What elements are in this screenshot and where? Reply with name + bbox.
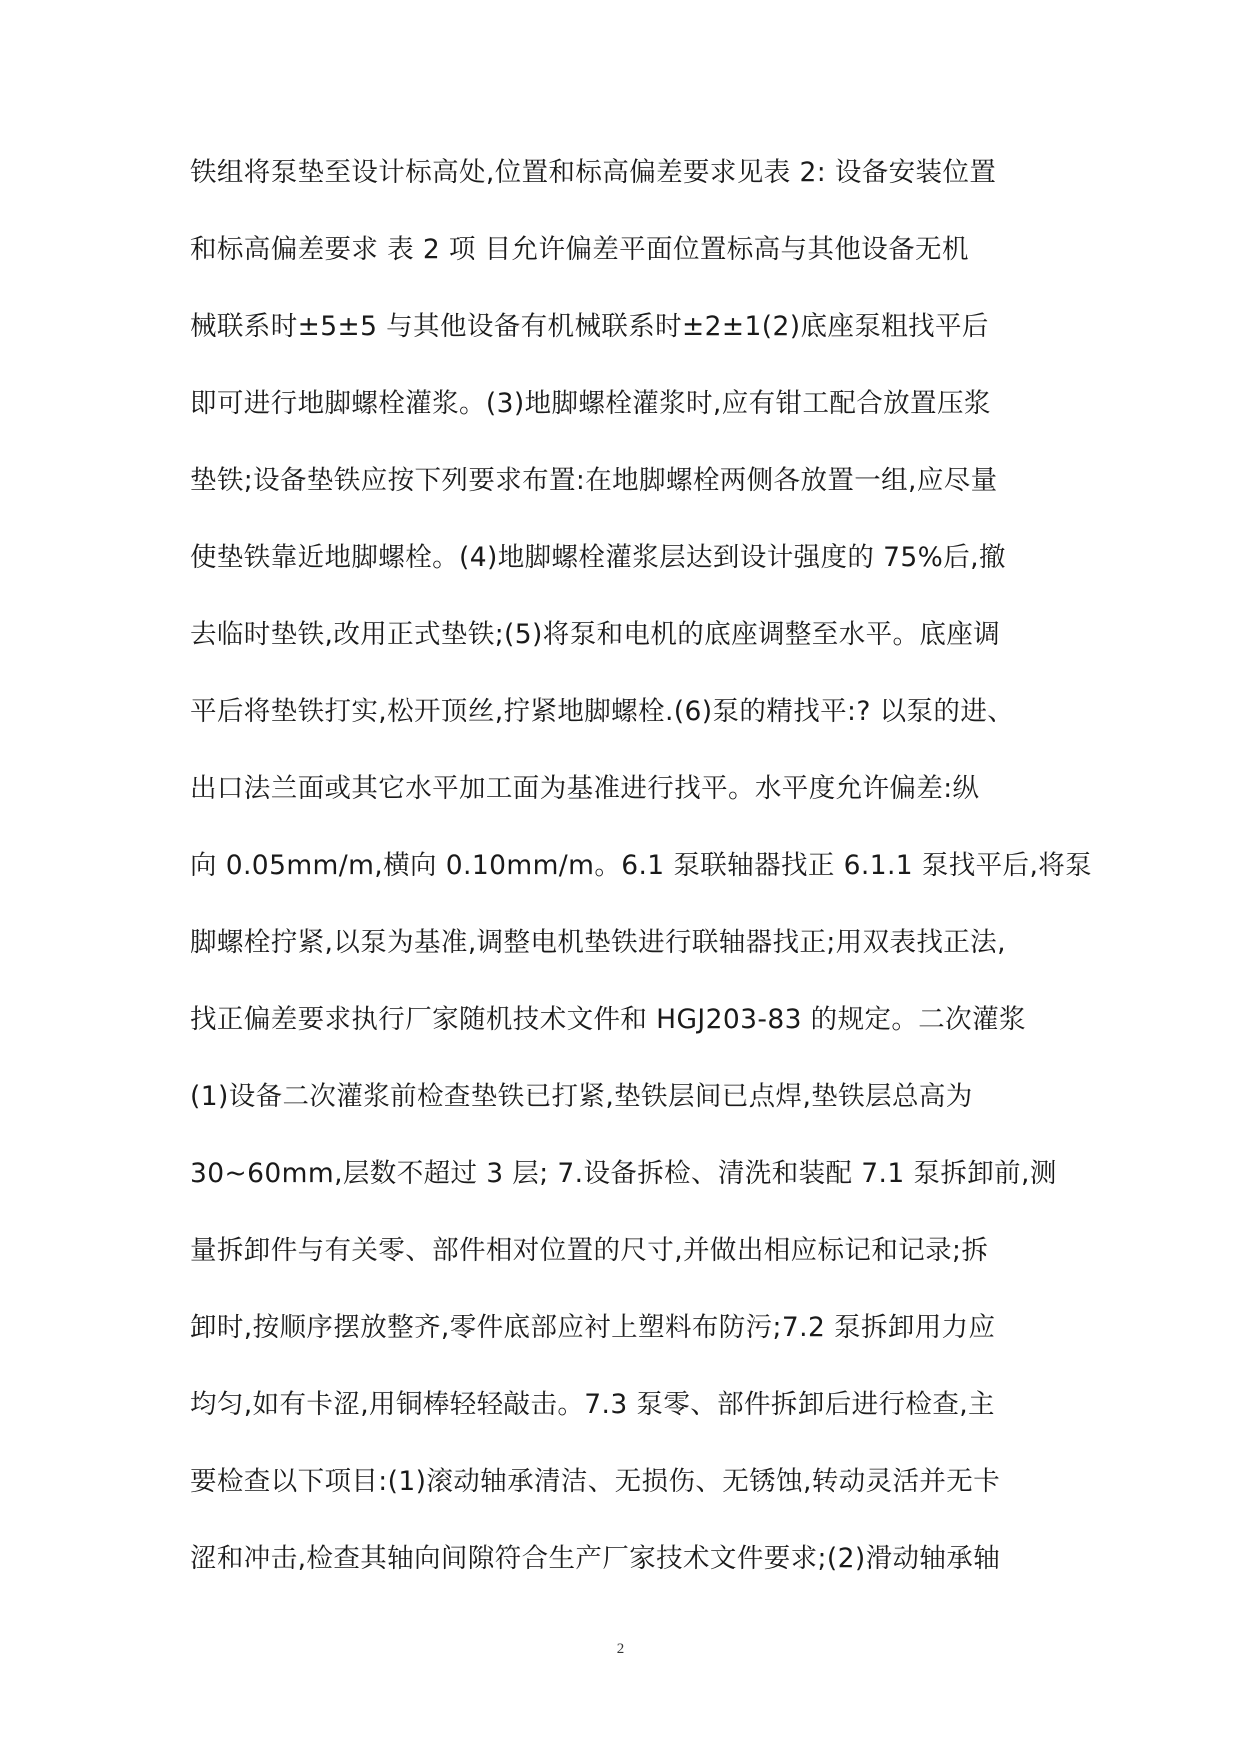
text-line: 和标高偏差要求 表 2 项 目允许偏差平面位置标高与其他设备无机	[190, 234, 969, 265]
text-line: 去临时垫铁,改用正式垫铁;(5)将泵和电机的底座调整至水平。底座调	[190, 619, 1001, 650]
text-line: 均匀,如有卡涩,用铜棒轻轻敲击。7.3 泵零、部件拆卸后进行检查,主	[190, 1389, 995, 1420]
text-line: 使垫铁靠近地脚螺栓。(4)地脚螺栓灌浆层达到设计强度的 75%后,撤	[190, 542, 1006, 573]
text-line: (1)设备二次灌浆前检查垫铁已打紧,垫铁层间已点焊,垫铁层总高为	[190, 1081, 973, 1112]
text-line: 即可进行地脚螺栓灌浆。(3)地脚螺栓灌浆时,应有钳工配合放置压浆	[190, 388, 991, 419]
text-line: 平后将垫铁打实,松开顶丝,拧紧地脚螺栓.(6)泵的精找平:? 以泵的进、	[190, 696, 1015, 727]
text-line: 涩和冲击,检查其轴向间隙符合生产厂家技术文件要求;(2)滑动轴承轴	[190, 1543, 1001, 1574]
text-line: 找正偏差要求执行厂家随机技术文件和 HGJ203-83 的规定。二次灌浆	[190, 1004, 1026, 1035]
text-line: 向 0.05mm/m,横向 0.10mm/m。6.1 泵联轴器找正 6.1.1 泵找平后,将泵	[190, 850, 1093, 881]
text-line: 铁组将泵垫至设计标高处,位置和标高偏差要求见表 2: 设备安装位置	[190, 157, 997, 188]
text-line: 械联系时±5±5 与其他设备有机械联系时±2±1(2)底座泵粗找平后	[190, 311, 989, 342]
text-line: 要检查以下项目:(1)滚动轴承清洁、无损伤、无锈蚀,转动灵活并无卡	[190, 1466, 1001, 1497]
text-line: 30~60mm,层数不超过 3 层; 7.设备拆检、清洗和装配 7.1 泵拆卸前,测	[190, 1158, 1057, 1189]
text-line: 出口法兰面或其它水平加工面为基准进行找平。水平度允许偏差:纵	[190, 773, 980, 804]
text-line: 量拆卸件与有关零、部件相对位置的尺寸,并做出相应标记和记录;拆	[190, 1235, 989, 1266]
text-line: 卸时,按顺序摆放整齐,零件底部应衬上塑料布防污;7.2 泵拆卸用力应	[190, 1312, 996, 1343]
text-line: 垫铁;设备垫铁应按下列要求布置:在地脚螺栓两侧各放置一组,应尽量	[190, 465, 998, 496]
text-line: 脚螺栓拧紧,以泵为基准,调整电机垫铁进行联轴器找正;用双表找正法,	[190, 927, 1006, 958]
body-text	[190, 145, 1093, 1608]
page-number: 2	[616, 1641, 625, 1657]
